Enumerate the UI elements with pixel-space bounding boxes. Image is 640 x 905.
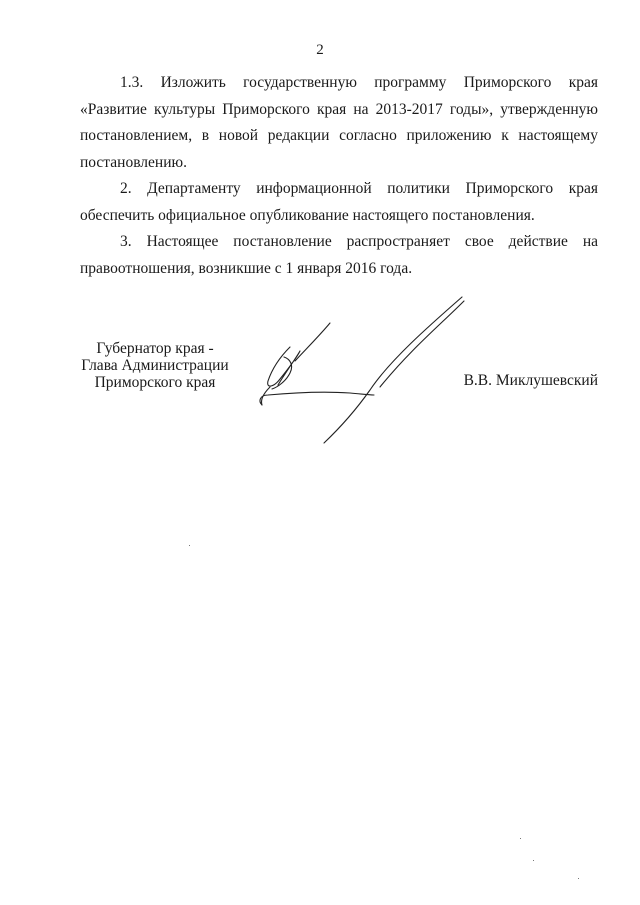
scan-speck — [189, 545, 190, 546]
signature-block — [80, 340, 598, 470]
scan-speck — [578, 878, 579, 879]
signer-position-line: Глава Администрации — [81, 357, 229, 374]
page-number: 2 — [316, 42, 324, 58]
signer-name: В.В. Миклушевский — [463, 372, 598, 389]
paragraph-1-3: 1.3. Изложить государственную программу Приморского края «Развитие культуры Приморского края на 2013-2017 годы», утвержденную постановлением, в новой редакции согласно приложению к настоящему постановлению. — [80, 74, 598, 171]
document-body — [80, 70, 598, 282]
signer-position-line: Приморского края — [94, 374, 216, 391]
scan-speck — [533, 860, 534, 861]
paragraph-3: 3. Настоящее постановление распространяет свое действие на правоотношения, возникшие с 1 января 2016 года. — [80, 233, 598, 277]
signer-position — [80, 340, 230, 391]
handwritten-signature — [250, 295, 480, 445]
signer-position-line: Губернатор края - — [96, 340, 214, 357]
paragraph-2: 2. Департаменту информационной политики Приморского края обеспечить официальное опубликование настоящего постановления. — [80, 180, 598, 224]
scan-speck — [520, 838, 521, 839]
